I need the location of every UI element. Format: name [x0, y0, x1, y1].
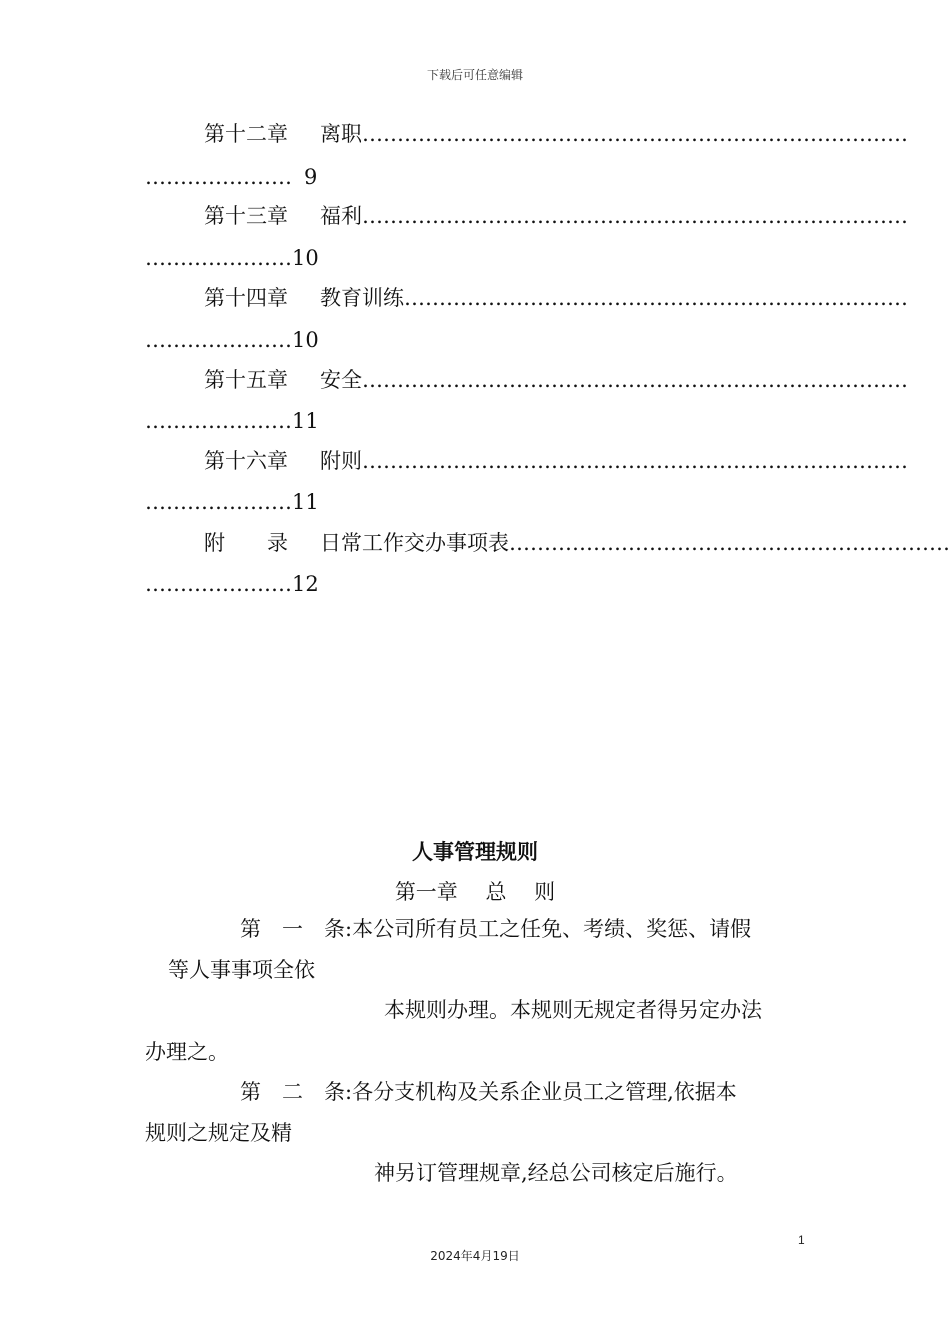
toc-entry-line [204, 286, 908, 310]
toc-chapter: 第十五章 [204, 368, 288, 392]
toc-entry-continuation [145, 409, 319, 433]
page-header: 下载后可任意编辑 [426, 68, 523, 82]
toc-entry-line [204, 368, 908, 392]
article-1-line: 等人事事项全依 [168, 958, 315, 982]
toc-entry-line [204, 122, 908, 146]
toc-entry-continuation [145, 572, 319, 596]
toc-entry-line [204, 204, 908, 228]
toc-page-number: 10 [292, 328, 319, 352]
toc-leader: ………………… [145, 490, 292, 514]
toc-entry-continuation [145, 490, 319, 514]
toc-entry-line [204, 531, 950, 555]
chapter-heading: 第一章 总 则 [394, 880, 556, 904]
toc-entry-continuation [145, 246, 319, 270]
toc-leader: ………………… [145, 246, 292, 270]
toc-page-number: 11 [292, 490, 319, 514]
toc-chapter: 第十二章 [204, 122, 288, 146]
toc-leader: ………………… [145, 572, 292, 596]
toc-leader: …………………………………………………………………… [362, 449, 908, 473]
toc-leader: …………………………………………………………………… [362, 368, 908, 392]
toc-page-number: 9 [304, 165, 318, 189]
article-1-line: 办理之。 [145, 1040, 229, 1064]
article-2-line: 第 二 条:各分支机构及关系企业员工之管理,依据本 [240, 1080, 737, 1104]
toc-title: 教育训练 [320, 286, 404, 310]
toc-chapter: 第十四章 [204, 286, 288, 310]
toc-entry-continuation [145, 165, 317, 189]
toc-leader: …………………………………………………………………… [362, 204, 908, 228]
toc-page-number: 10 [292, 246, 319, 270]
toc-chapter: 第十六章 [204, 449, 288, 473]
article-2-line: 神另订管理规章,经总公司核定后施行。 [374, 1161, 738, 1185]
article-2-line: 规则之规定及精 [145, 1121, 292, 1145]
article-1-line: 本规则办理。本规则无规定者得另定办法 [384, 998, 762, 1022]
toc-entry-continuation [145, 328, 319, 352]
toc-leader: …………………………………………………………………… [362, 122, 908, 146]
toc-leader: ………………… [145, 165, 292, 189]
toc-entry-line [204, 449, 908, 473]
toc-chapter: 第十三章 [204, 204, 288, 228]
toc-title: 福利 [320, 204, 362, 228]
document-title: 人事管理规则 [412, 839, 538, 864]
toc-title: 附则 [320, 449, 362, 473]
toc-title: 离职 [320, 122, 362, 146]
toc-leader: ………………… [145, 409, 292, 433]
toc-page-number: 11 [292, 409, 319, 433]
toc-page-number: 12 [292, 572, 319, 596]
toc-leader: ……………………………………………………………… [404, 286, 908, 310]
footer-date: 2024年4月19日 [430, 1249, 520, 1263]
article-1-line: 第 一 条:本公司所有员工之任免、考绩、奖惩、请假 [240, 917, 752, 941]
page-number: 1 [798, 1233, 805, 1247]
toc-title: 日常工作交办事项表 [320, 531, 509, 555]
toc-leader: ………………… [145, 328, 292, 352]
toc-leader: ……………………………………………………… [509, 531, 950, 555]
toc-title: 安全 [320, 368, 362, 392]
toc-chapter: 附 录 [204, 531, 288, 555]
